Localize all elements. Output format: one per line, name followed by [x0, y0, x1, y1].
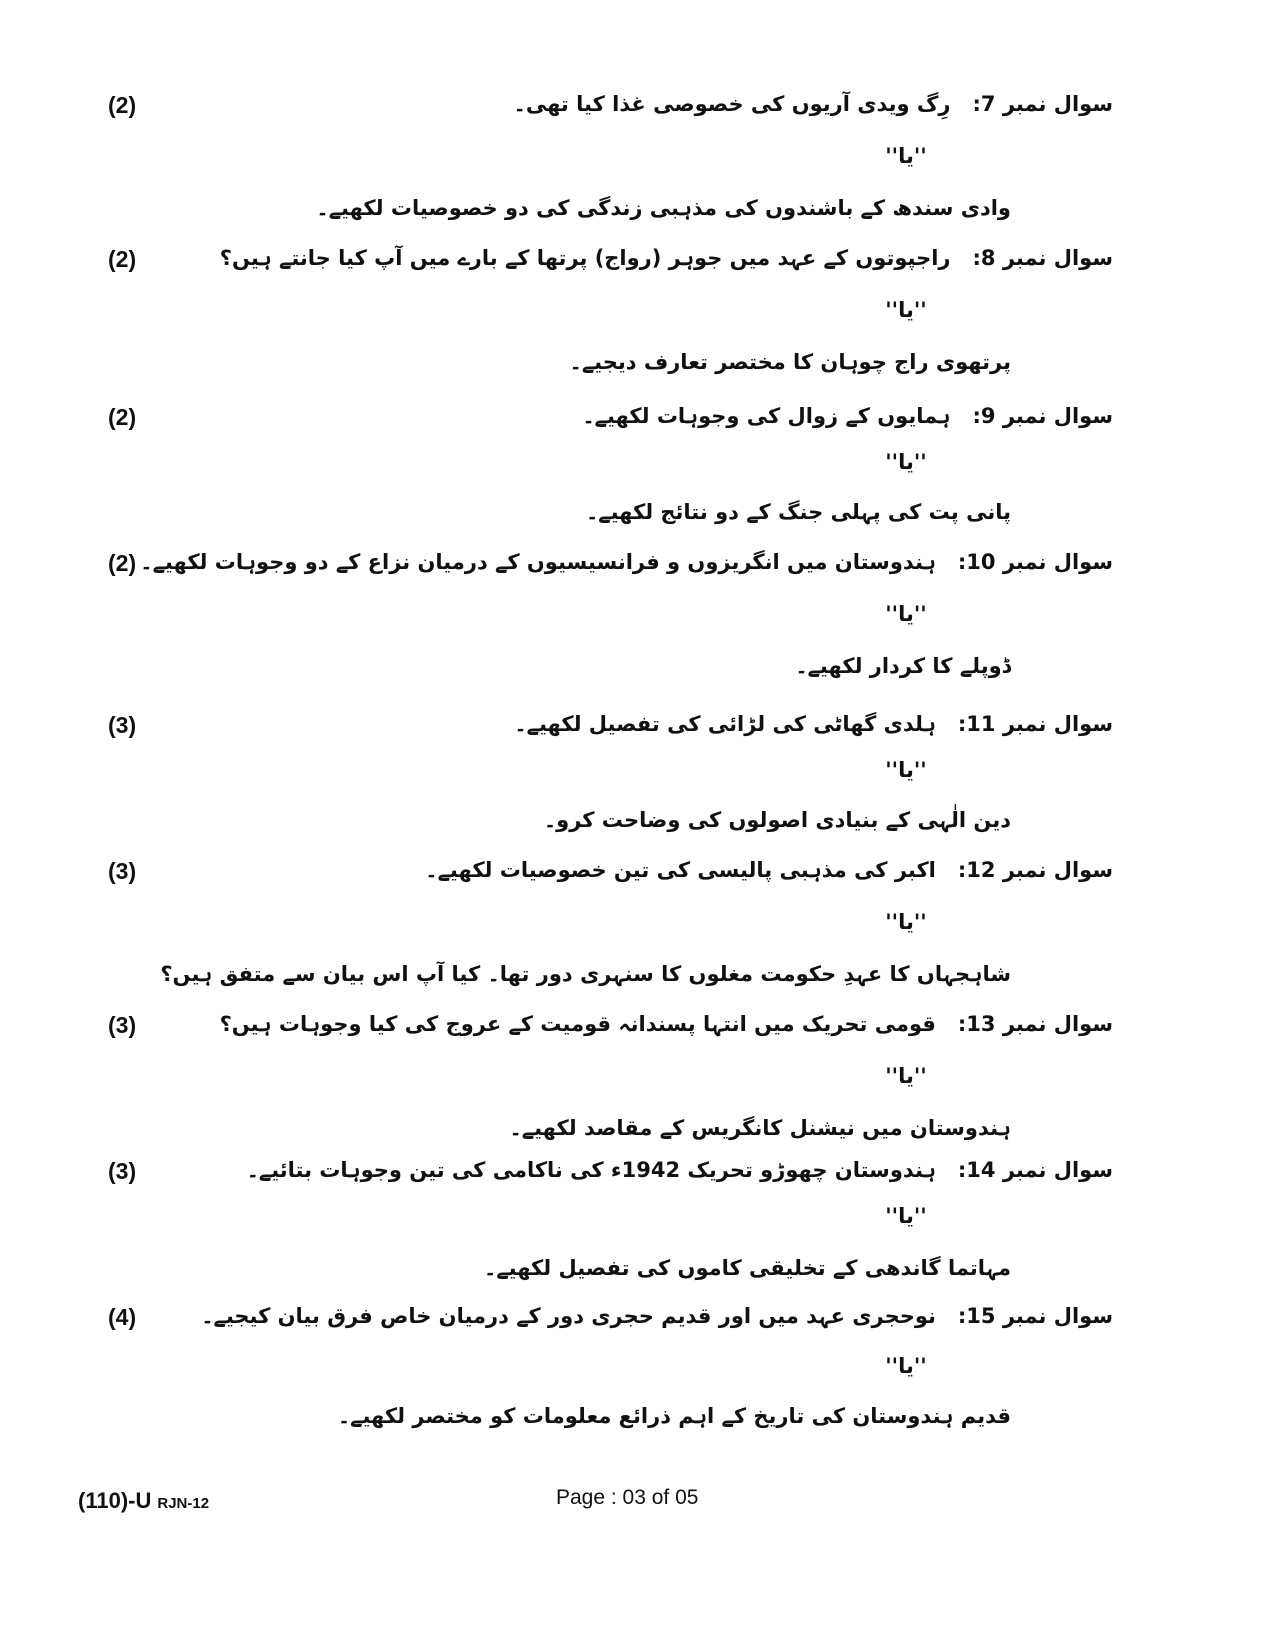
question-text: ہمایوں کے زوال کی وجوہات لکھیے۔ [582, 404, 951, 428]
paper-code-main: (110)-U [78, 1488, 152, 1513]
question-label: سوال نمبر 8: [972, 246, 1113, 270]
question-line [201, 1304, 1113, 1328]
alternative-question: ہندوستان میں نیشنل کانگریس کے مقاصد لکھیے۔ [509, 1116, 1011, 1140]
question-line [140, 550, 1113, 574]
question-label: سوال نمبر 15: [957, 1304, 1113, 1328]
question-text: قومی تحریک میں انتہا پسندانہ قومیت کے عروج کی کیا وجوہات ہیں؟ [219, 1012, 936, 1036]
or-separator: ''یا'' [885, 1064, 927, 1088]
marks: (2) [108, 550, 137, 576]
alternative-question: ڈوپلے کا کردار لکھیے۔ [795, 654, 1011, 678]
or-separator: ''یا'' [885, 758, 927, 782]
marks: (3) [108, 712, 137, 738]
or-separator: ''یا'' [885, 298, 927, 322]
alternative-question: دین الٰہی کے بنیادی اصولوں کی وضاحت کرو۔ [543, 808, 1011, 832]
question-text: ہندوستان چھوڑو تحریک 1942ء کی ناکامی کی تین وجوہات بتائیے۔ [246, 1158, 936, 1182]
marks: (2) [108, 404, 137, 430]
question-label: سوال نمبر 10: [957, 550, 1113, 574]
question-label: سوال نمبر 14: [957, 1158, 1113, 1182]
question-text: ہندوستان میں انگریزوں و فرانسیسیوں کے درمیان نزاع کے دو وجوہات لکھیے۔ [140, 550, 936, 574]
paper-code [78, 1488, 209, 1514]
or-separator: ''یا'' [885, 1354, 927, 1378]
question-line [247, 1158, 1113, 1182]
question-text: اکبر کی مذہبی پالیسی کی تین خصوصیات لکھیے۔ [425, 858, 936, 882]
marks: (3) [108, 1012, 137, 1038]
marks: (3) [108, 1158, 137, 1184]
question-line [425, 858, 1113, 882]
paper-code-small: RJN-12 [157, 1495, 210, 1512]
question-line [514, 712, 1113, 736]
question-line [514, 92, 1113, 116]
alternative-question: شاہجہاں کا عہدِ حکومت مغلوں کا سنہری دور تھا۔ کیا آپ اس بیان سے متفق ہیں؟ [160, 962, 1011, 986]
question-text: نوحجری عہد میں اور قدیم حجری دور کے درمیان خاص فرق بیان کیجیے۔ [201, 1304, 936, 1328]
page-number: Page : 03 of 05 [556, 1486, 699, 1509]
question-line [220, 246, 1113, 270]
or-separator: ''یا'' [885, 602, 927, 626]
question-text: راجپوتوں کے عہد میں جوہر (رواج) پرتھا کے بارے میں آپ کیا جانتے ہیں؟ [219, 246, 951, 270]
alternative-question: مہاتما گاندھی کے تخلیقی کاموں کی تفصیل لکھیے۔ [484, 1256, 1011, 1280]
alternative-question: وادی سندھ کے باشندوں کی مذہبی زندگی کی دو خصوصیات لکھیے۔ [316, 196, 1011, 220]
question-label: سوال نمبر 7: [972, 92, 1113, 116]
or-separator: ''یا'' [885, 1204, 927, 1228]
marks: (3) [108, 858, 137, 884]
question-label: سوال نمبر 13: [957, 1012, 1113, 1036]
question-label: سوال نمبر 11: [957, 712, 1113, 736]
question-text: رِگ ویدی آریوں کی خصوصی غذا کیا تھی۔ [513, 92, 951, 116]
question-line [220, 1012, 1113, 1036]
or-separator: ''یا'' [885, 450, 927, 474]
question-line [582, 404, 1113, 428]
question-label: سوال نمبر 12: [957, 858, 1113, 882]
alternative-question: قدیم ہندوستان کی تاریخ کے اہم ذرائع معلومات کو مختصر لکھیے۔ [337, 1404, 1011, 1428]
alternative-question: پانی پت کی پہلی جنگ کے دو نتائج لکھیے۔ [585, 500, 1011, 524]
marks: (2) [108, 246, 137, 272]
or-separator: ''یا'' [885, 910, 927, 934]
marks: (2) [108, 92, 137, 118]
question-label: سوال نمبر 9: [972, 404, 1113, 428]
question-text: ہلدی گھاٹی کی لڑائی کی تفصیل لکھیے۔ [514, 712, 936, 736]
alternative-question: پرتھوی راج چوہان کا مختصر تعارف دیجیے۔ [569, 350, 1011, 374]
or-separator: ''یا'' [885, 144, 927, 168]
marks: (4) [108, 1304, 137, 1330]
